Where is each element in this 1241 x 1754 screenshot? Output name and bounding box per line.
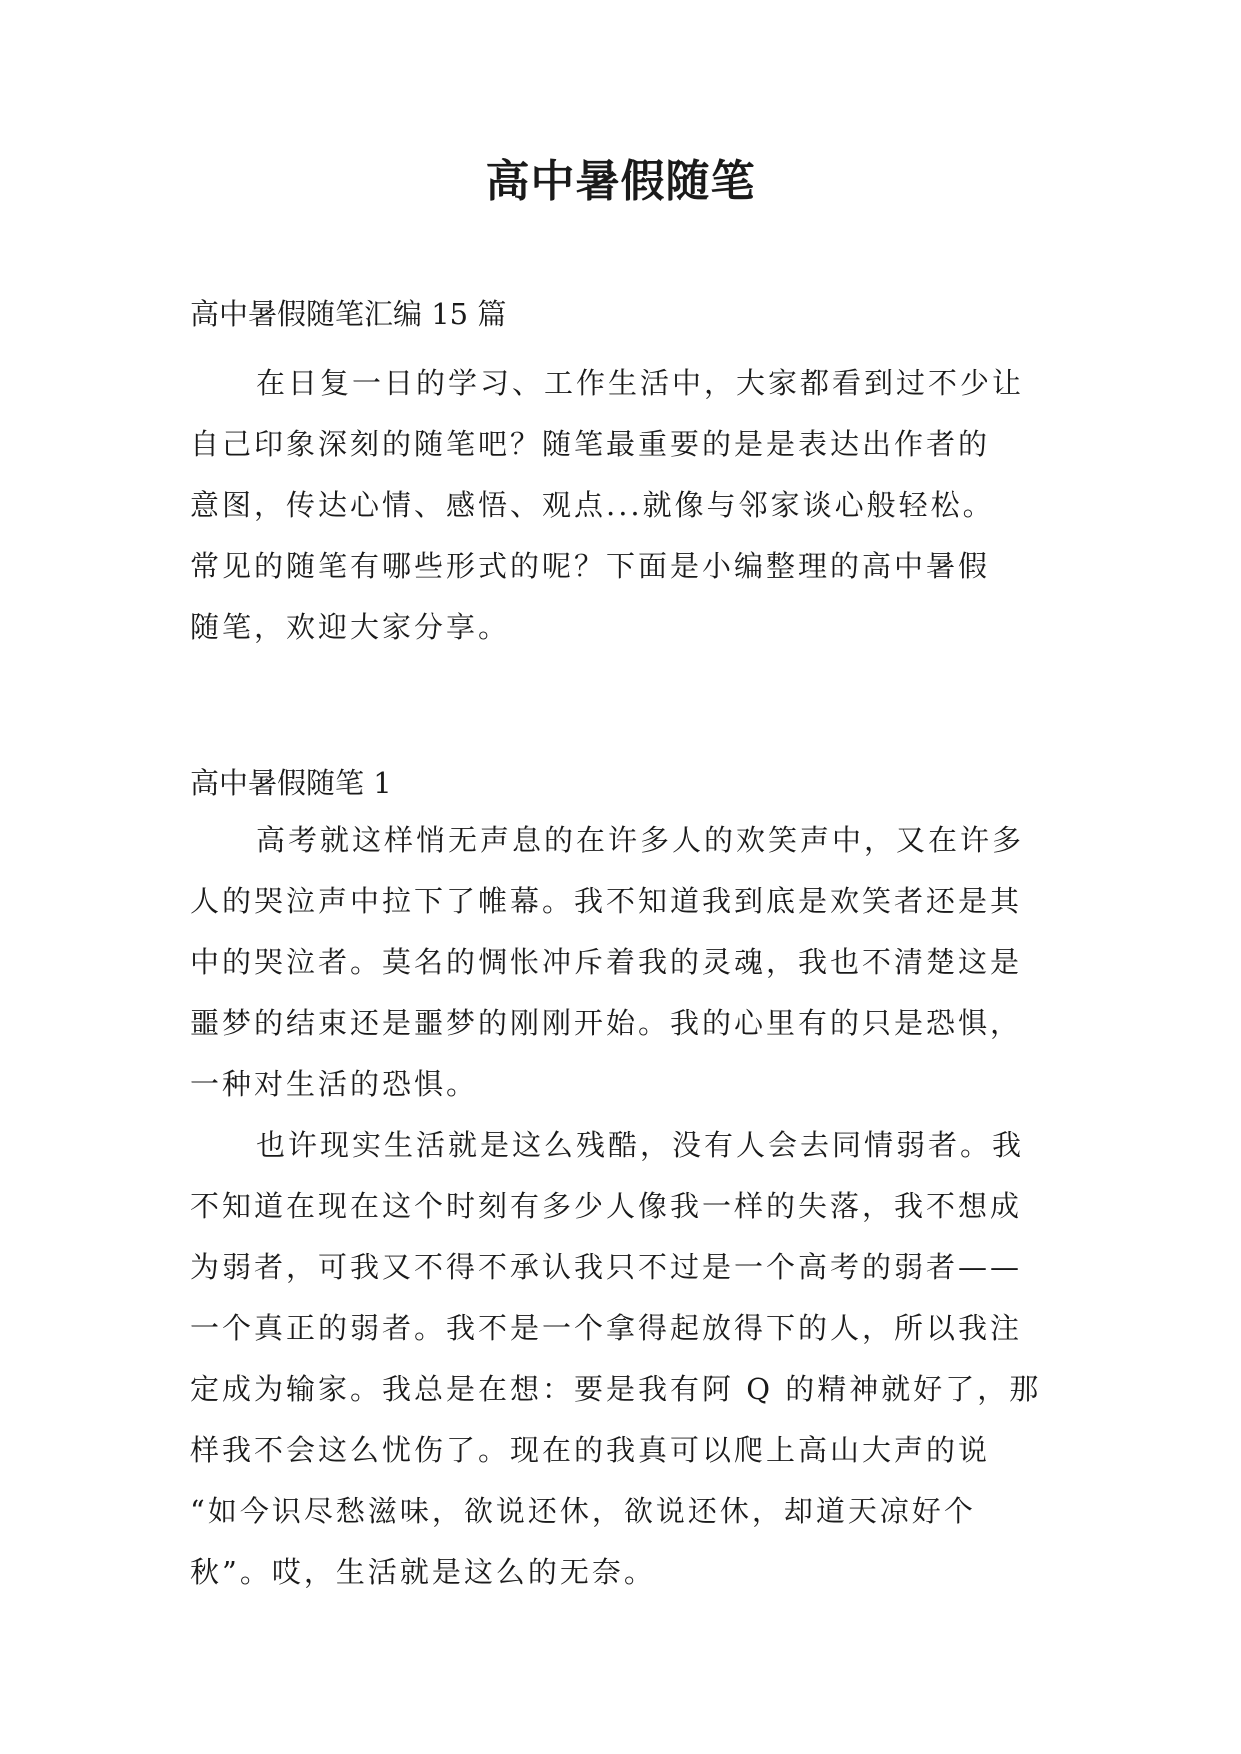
paragraph-line: 高考就这样悄无声息的在许多人的欢笑声中，又在许多	[256, 823, 1025, 857]
paragraph-line: 一个真正的弱者。我不是一个拿得起放得下的人，所以我注	[190, 1311, 1023, 1345]
paragraph-line: 定成为输家。我总是在想：要是我有阿 Q 的精神就好了，那	[190, 1372, 1042, 1406]
paragraph-line: 中的哭泣者。莫名的惆怅冲斥着我的灵魂，我也不清楚这是	[190, 945, 1023, 979]
paragraph-line: 为弱者，可我又不得不承认我只不过是一个高考的弱者——	[190, 1250, 1023, 1284]
intro-paragraph	[190, 353, 1070, 658]
document-subtitle: 高中暑假随笔汇编 15 篇	[190, 297, 507, 331]
paragraph-line: 不知道在现在这个时刻有多少人像我一样的失落，我不想成	[190, 1189, 1023, 1223]
body-paragraph-2	[190, 1115, 1070, 1603]
paragraph-line: 随笔，欢迎大家分享。	[190, 610, 511, 644]
paragraph-line: 噩梦的结束还是噩梦的刚刚开始。我的心里有的只是恐惧，	[190, 1006, 1023, 1040]
paragraph-line: 也许现实生活就是这么残酷，没有人会去同情弱者。我	[256, 1128, 1025, 1162]
paragraph-line: 一种对生活的恐惧。	[190, 1067, 479, 1101]
paragraph-line: 样我不会这么忧伤了。现在的我真可以爬上高山大声的说	[190, 1433, 991, 1467]
section-heading: 高中暑假随笔 1	[190, 766, 392, 800]
paragraph-line: “如今识尽愁滋味，欲说还休，欲说还休，却道天凉好个	[190, 1494, 976, 1528]
document-title: 高中暑假随笔	[485, 156, 756, 207]
paragraph-line: 常见的随笔有哪些形式的呢？下面是小编整理的高中暑假	[190, 549, 991, 583]
body-paragraph-1	[190, 810, 1070, 1115]
paragraph-line: 自己印象深刻的随笔吧？随笔最重要的是是表达出作者的	[190, 427, 991, 461]
paragraph-line: 在日复一日的学习、工作生活中，大家都看到过不少让	[256, 366, 1025, 400]
paragraph-line: 意图，传达心情、感悟、观点...就像与邻家谈心般轻松。	[190, 488, 995, 522]
paragraph-line: 秋”。哎，生活就是这么的无奈。	[190, 1555, 656, 1589]
paragraph-line: 人的哭泣声中拉下了帷幕。我不知道我到底是欢笑者还是其	[190, 884, 1023, 918]
